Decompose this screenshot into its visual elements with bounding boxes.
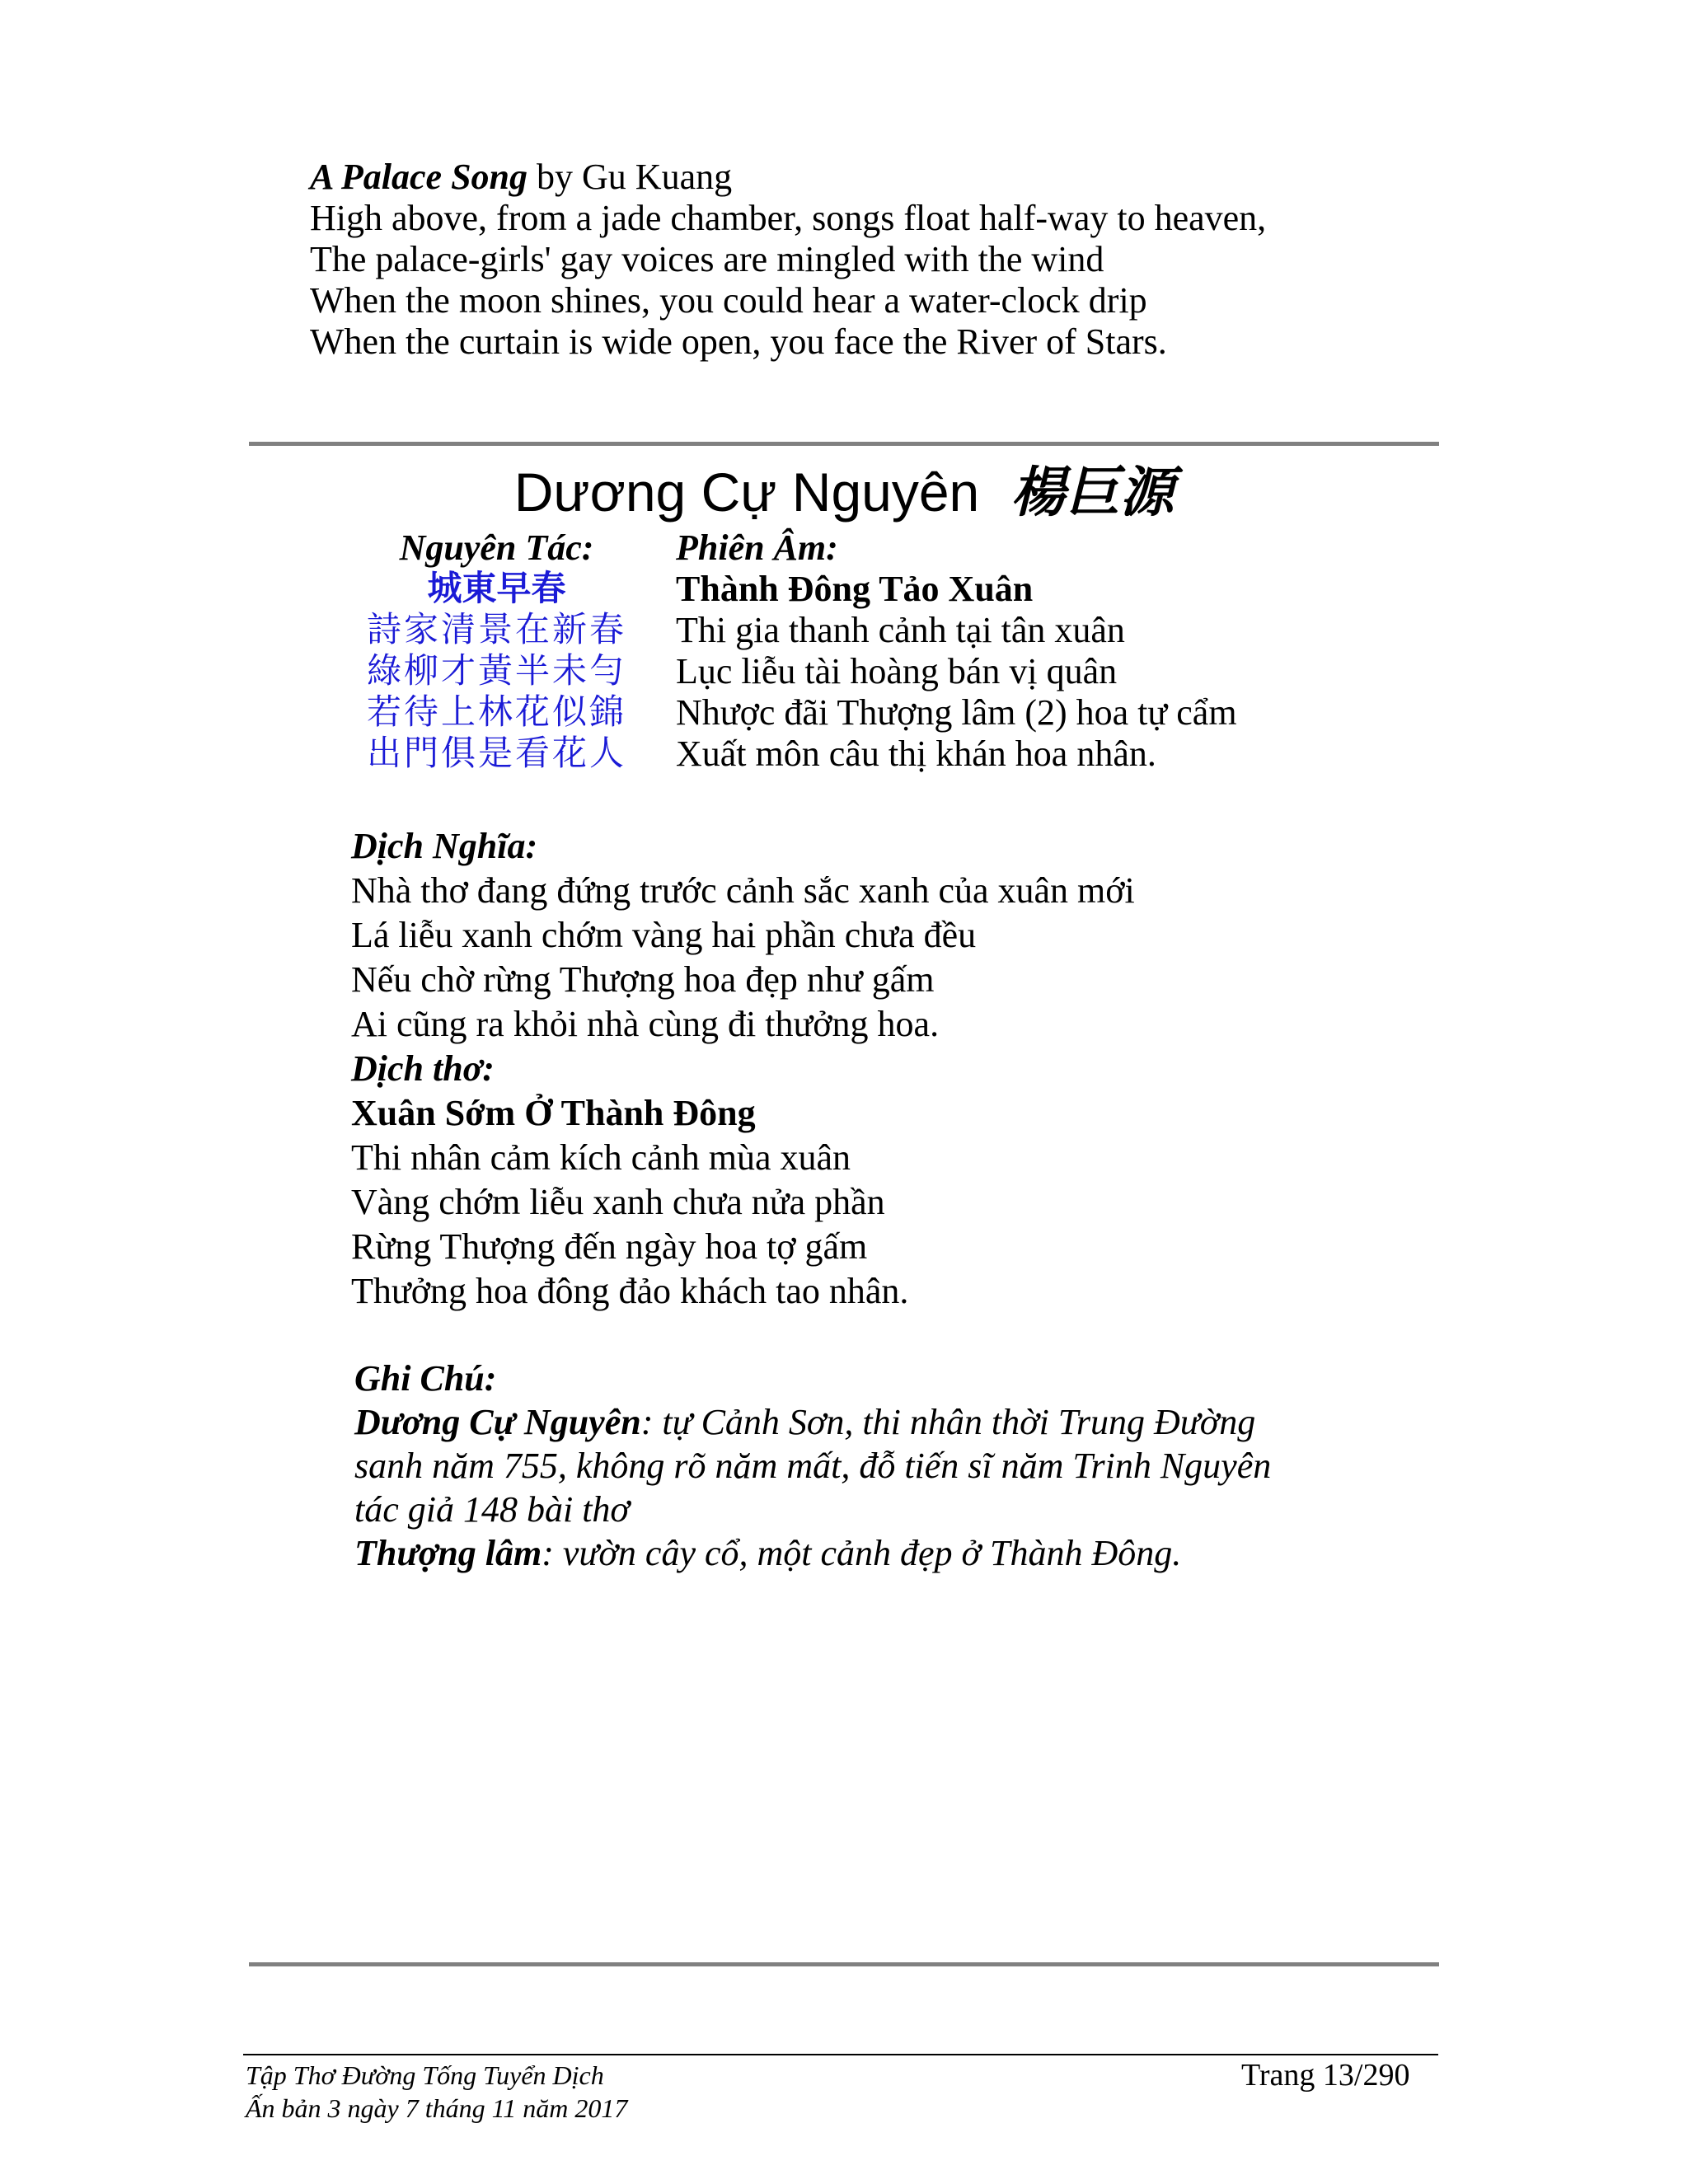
footer-edition: Ấn bản 3 ngày 7 tháng 11 năm 2017 [246, 2093, 628, 2123]
transliteration-column [676, 527, 1237, 775]
footer-info [246, 2059, 627, 2125]
notes-section [354, 1357, 1271, 1575]
english-poem-line: High above, from a jade chamber, songs float half-way to heaven, [310, 198, 1267, 238]
english-poem [310, 157, 1266, 363]
original-line: 詩家清景在新春 [366, 612, 626, 649]
transliteration-line: Nhược đãi Thượng lâm (2) hoa tự cẩm [676, 692, 1237, 733]
verse-label: Dịch thơ: [351, 1048, 495, 1089]
meaning-line: Ai cũng ra khỏi nhà cùng đi thưởng hoa. [351, 1004, 940, 1044]
english-poem-title: A Palace Song [310, 157, 528, 197]
poet-name-chinese: 楊巨源 [1010, 463, 1175, 523]
transliteration-line: Thi gia thanh cảnh tại tân xuân [676, 610, 1125, 650]
verse-line: Vàng chớm liễu xanh chưa nửa phần [351, 1182, 885, 1222]
note-place-term: Thượng lâm [354, 1533, 542, 1573]
original-line: 出門俱是看花人 [366, 735, 626, 773]
poet-heading [0, 455, 1688, 531]
original-text-column [313, 527, 680, 775]
english-poem-line: The palace-girls' gay voices are mingled with the wind [310, 239, 1104, 279]
note-poet [354, 1400, 1271, 1444]
meaning-line: Nhà thơ đang đứng trước cảnh sắc xanh của xuân mới [351, 870, 1135, 911]
note-poet-line: sanh năm 755, không rõ năm mất, đỗ tiến sĩ năm Trinh Nguyên [354, 1446, 1272, 1486]
original-title: 城東早春 [427, 570, 566, 608]
meaning-line: Lá liễu xanh chớm vàng hai phần chưa đều [351, 915, 977, 955]
meaning-line: Nếu chờ rừng Thượng hoa đẹp như gấm [351, 959, 935, 1000]
transliteration-line: Xuất môn câu thị khán hoa nhân. [676, 733, 1156, 774]
transliteration-title: Thành Đông Tảo Xuân [676, 569, 1034, 609]
note-poet-text: : tự Cảnh Sơn, thi nhân thời Trung Đường [640, 1402, 1256, 1442]
note-poet-line: tác giả 148 bài thơ [354, 1489, 630, 1530]
original-label: Nguyên Tác: [399, 527, 594, 568]
original-line: 綠柳才黃半未勻 [366, 653, 626, 691]
meaning-label: Dịch Nghĩa: [351, 826, 538, 866]
verse-line: Thi nhân cảm kích cảnh mùa xuân [351, 1137, 851, 1178]
transliteration-line: Lục liễu tài hoàng bán vị quân [676, 651, 1118, 691]
poet-name: Dương Cự Nguyên [513, 462, 980, 523]
note-place-text: : vườn cây cổ, một cảnh đẹp ở Thành Đông. [542, 1533, 1182, 1573]
section-divider-bottom [249, 1962, 1439, 1966]
note-place [354, 1531, 1271, 1575]
verse-line: Thưởng hoa đông đảo khách tao nhân. [351, 1271, 909, 1311]
english-poem-byline: by Gu Kuang [528, 157, 733, 197]
page-number: Trang 13/290 [1241, 2058, 1410, 2093]
translation-section [351, 824, 1135, 1314]
transliteration-label: Phiên Âm: [676, 527, 838, 568]
english-poem-heading [310, 157, 1266, 198]
english-poem-line: When the curtain is wide open, you face the River of Stars. [310, 321, 1167, 362]
verse-title: Xuân Sớm Ở Thành Đông [351, 1093, 756, 1133]
english-poem-line: When the moon shines, you could hear a water-clock drip [310, 280, 1147, 321]
footer-book-title: Tập Thơ Đường Tống Tuyển Dịch [246, 2060, 604, 2090]
original-line: 若待上林花似錦 [366, 694, 626, 732]
section-divider-top [249, 442, 1439, 446]
verse-line: Rừng Thượng đến ngày hoa tợ gấm [351, 1226, 868, 1267]
note-poet-term: Dương Cự Nguyên [354, 1402, 641, 1442]
footer-rule [243, 2054, 1438, 2055]
notes-label: Ghi Chú: [354, 1358, 497, 1399]
